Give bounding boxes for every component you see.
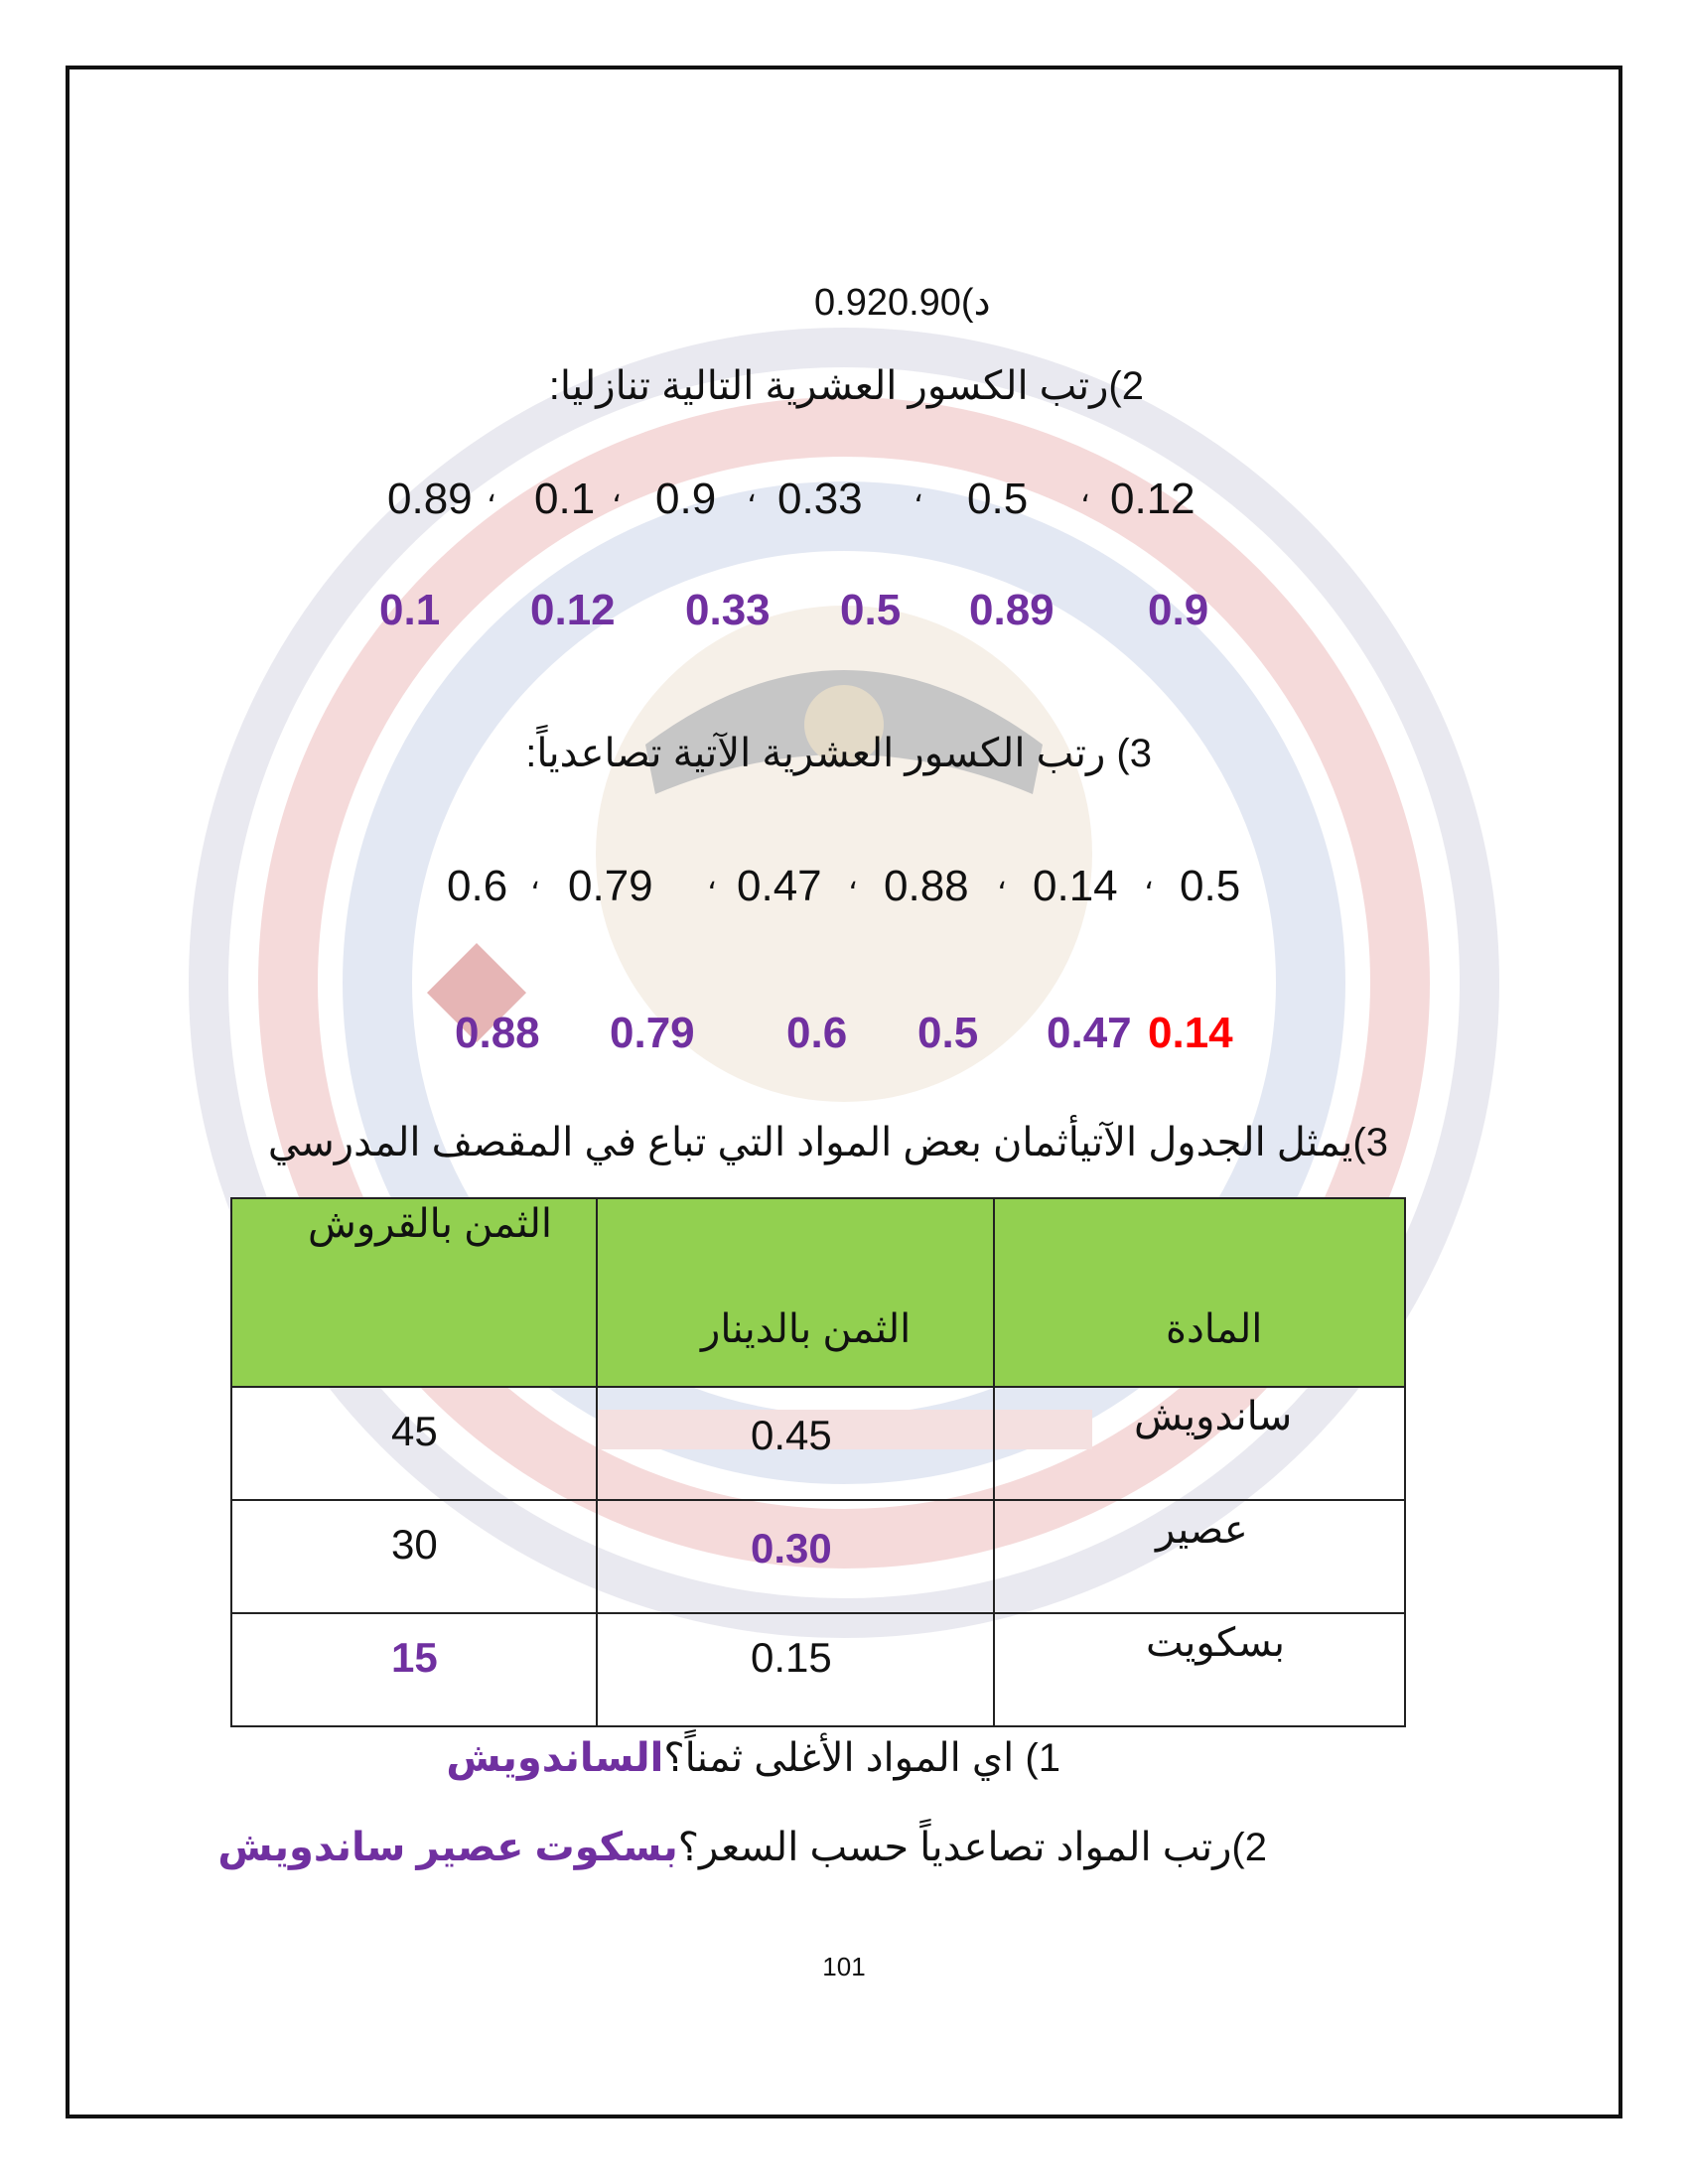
q3-answer-value: 0.88 (455, 1009, 540, 1057)
q2-prompt: رتب الكسور العشرية التالية تنازليا: (548, 364, 1109, 408)
sub-q1-number: 1) (1025, 1736, 1060, 1780)
table-cell (994, 1387, 1405, 1500)
part-d-value: 0.920.90 (814, 282, 961, 324)
table-cell (597, 1500, 994, 1613)
separator: ، (997, 863, 1007, 895)
table-cell (994, 1500, 1405, 1613)
sub-q2-prompt: رتب المواد تصاعدياً حسب السعر؟ (677, 1826, 1232, 1869)
header-cell (597, 1198, 994, 1387)
part-d-prefix: د) (960, 282, 991, 324)
q2-answer-value: 0.5 (840, 586, 902, 634)
separator: ، (848, 863, 858, 895)
q2-given-value: 0.12 (1110, 475, 1196, 523)
q2-answer-value: 0.1 (379, 586, 441, 634)
separator: ، (1144, 863, 1154, 895)
header-cell (231, 1198, 597, 1387)
q3-answer-value: 0.79 (610, 1009, 695, 1057)
table-row (231, 1500, 1405, 1613)
q3-given-value: 0.6 (447, 862, 508, 910)
q2-given-value: 0.5 (967, 475, 1029, 523)
separator: ، (1080, 476, 1090, 508)
table-cell (994, 1613, 1405, 1726)
q3-prompt: رتب الكسور العشرية الآتية تصاعدياً: (525, 732, 1106, 775)
q2-heading (549, 363, 1144, 409)
row-item: بسكويت (1146, 1621, 1285, 1665)
row-qirsh: 15 (391, 1634, 438, 1681)
header-cell (994, 1198, 1405, 1387)
sub-question-2 (217, 1825, 1267, 1870)
table-row (231, 1387, 1405, 1500)
row-qirsh: 45 (391, 1408, 438, 1454)
page-number: 101 (822, 1952, 866, 1981)
q3-given-value: 0.88 (884, 862, 969, 910)
q2-given-value: 0.1 (534, 475, 596, 523)
sub-q1-answer: الساندويش (446, 1736, 664, 1780)
table-cell (231, 1387, 597, 1500)
header-item: المادة (1166, 1307, 1263, 1351)
q3-given-value: 0.47 (737, 862, 822, 910)
table-cell (597, 1613, 994, 1726)
separator: ، (612, 476, 622, 508)
separator: ، (707, 863, 717, 895)
table-cell (597, 1387, 994, 1500)
table-header-row (231, 1198, 1405, 1387)
q3-number: 3) (1116, 732, 1152, 775)
sub-question-1 (446, 1735, 1060, 1781)
q3-answer-first: 0.14 (1148, 1009, 1233, 1057)
q3-answer-row (0, 1009, 1688, 1068)
q2-number: 2) (1108, 364, 1144, 408)
table-cell (231, 1613, 597, 1726)
q3-given-value: 0.5 (1180, 862, 1241, 910)
q2-answer-value: 0.89 (969, 586, 1055, 634)
table-row (231, 1613, 1405, 1726)
separator: ، (487, 476, 496, 508)
table-intro-number: 3) (1352, 1121, 1388, 1164)
part-d-line (814, 280, 991, 325)
sub-q2-answer: بسكوت عصير ساندويش (217, 1826, 678, 1869)
q3-answer-value: 0.6 (786, 1009, 848, 1057)
row-dinar: 0.30 (751, 1525, 832, 1571)
q2-answer-value: 0.9 (1148, 586, 1209, 634)
q2-answer-value: 0.12 (530, 586, 616, 634)
q3-answer-value: 0.47 (1047, 1009, 1132, 1057)
q2-given-value: 0.33 (777, 475, 863, 523)
q3-given-value: 0.79 (568, 862, 653, 910)
q2-given-value: 0.9 (655, 475, 717, 523)
q3-given-row (0, 862, 1688, 921)
q2-answer-row (0, 586, 1688, 645)
row-dinar: 0.15 (751, 1634, 832, 1681)
q3-given-value: 0.14 (1033, 862, 1118, 910)
row-item: عصير (1156, 1508, 1248, 1552)
row-item: ساندويش (1134, 1395, 1293, 1438)
q3-answer-value: 0.5 (917, 1009, 979, 1057)
prices-table (230, 1197, 1406, 1727)
table-intro-prompt: يمثل الجدول الآتيأثمان بعض المواد التي تباع في المقصف المدرسي (267, 1121, 1353, 1164)
row-dinar: 0.45 (751, 1412, 832, 1458)
q2-given-row (0, 475, 1688, 534)
table-cell (231, 1500, 597, 1613)
separator: ، (747, 476, 757, 508)
separator: ، (914, 476, 923, 508)
header-dinar: الثمن بالدينار (701, 1307, 912, 1351)
header-qirsh: الثمن بالقروش (308, 1202, 553, 1246)
q2-given-value: 0.89 (387, 475, 473, 523)
row-qirsh: 30 (391, 1521, 438, 1568)
sub-q2-number: 2) (1231, 1826, 1267, 1869)
sub-q1-prompt: اي المواد الأغلى ثمناً؟ (663, 1736, 1015, 1780)
q3-heading (525, 731, 1152, 776)
table-intro (268, 1120, 1388, 1165)
q2-answer-value: 0.33 (685, 586, 771, 634)
separator: ، (530, 863, 540, 895)
